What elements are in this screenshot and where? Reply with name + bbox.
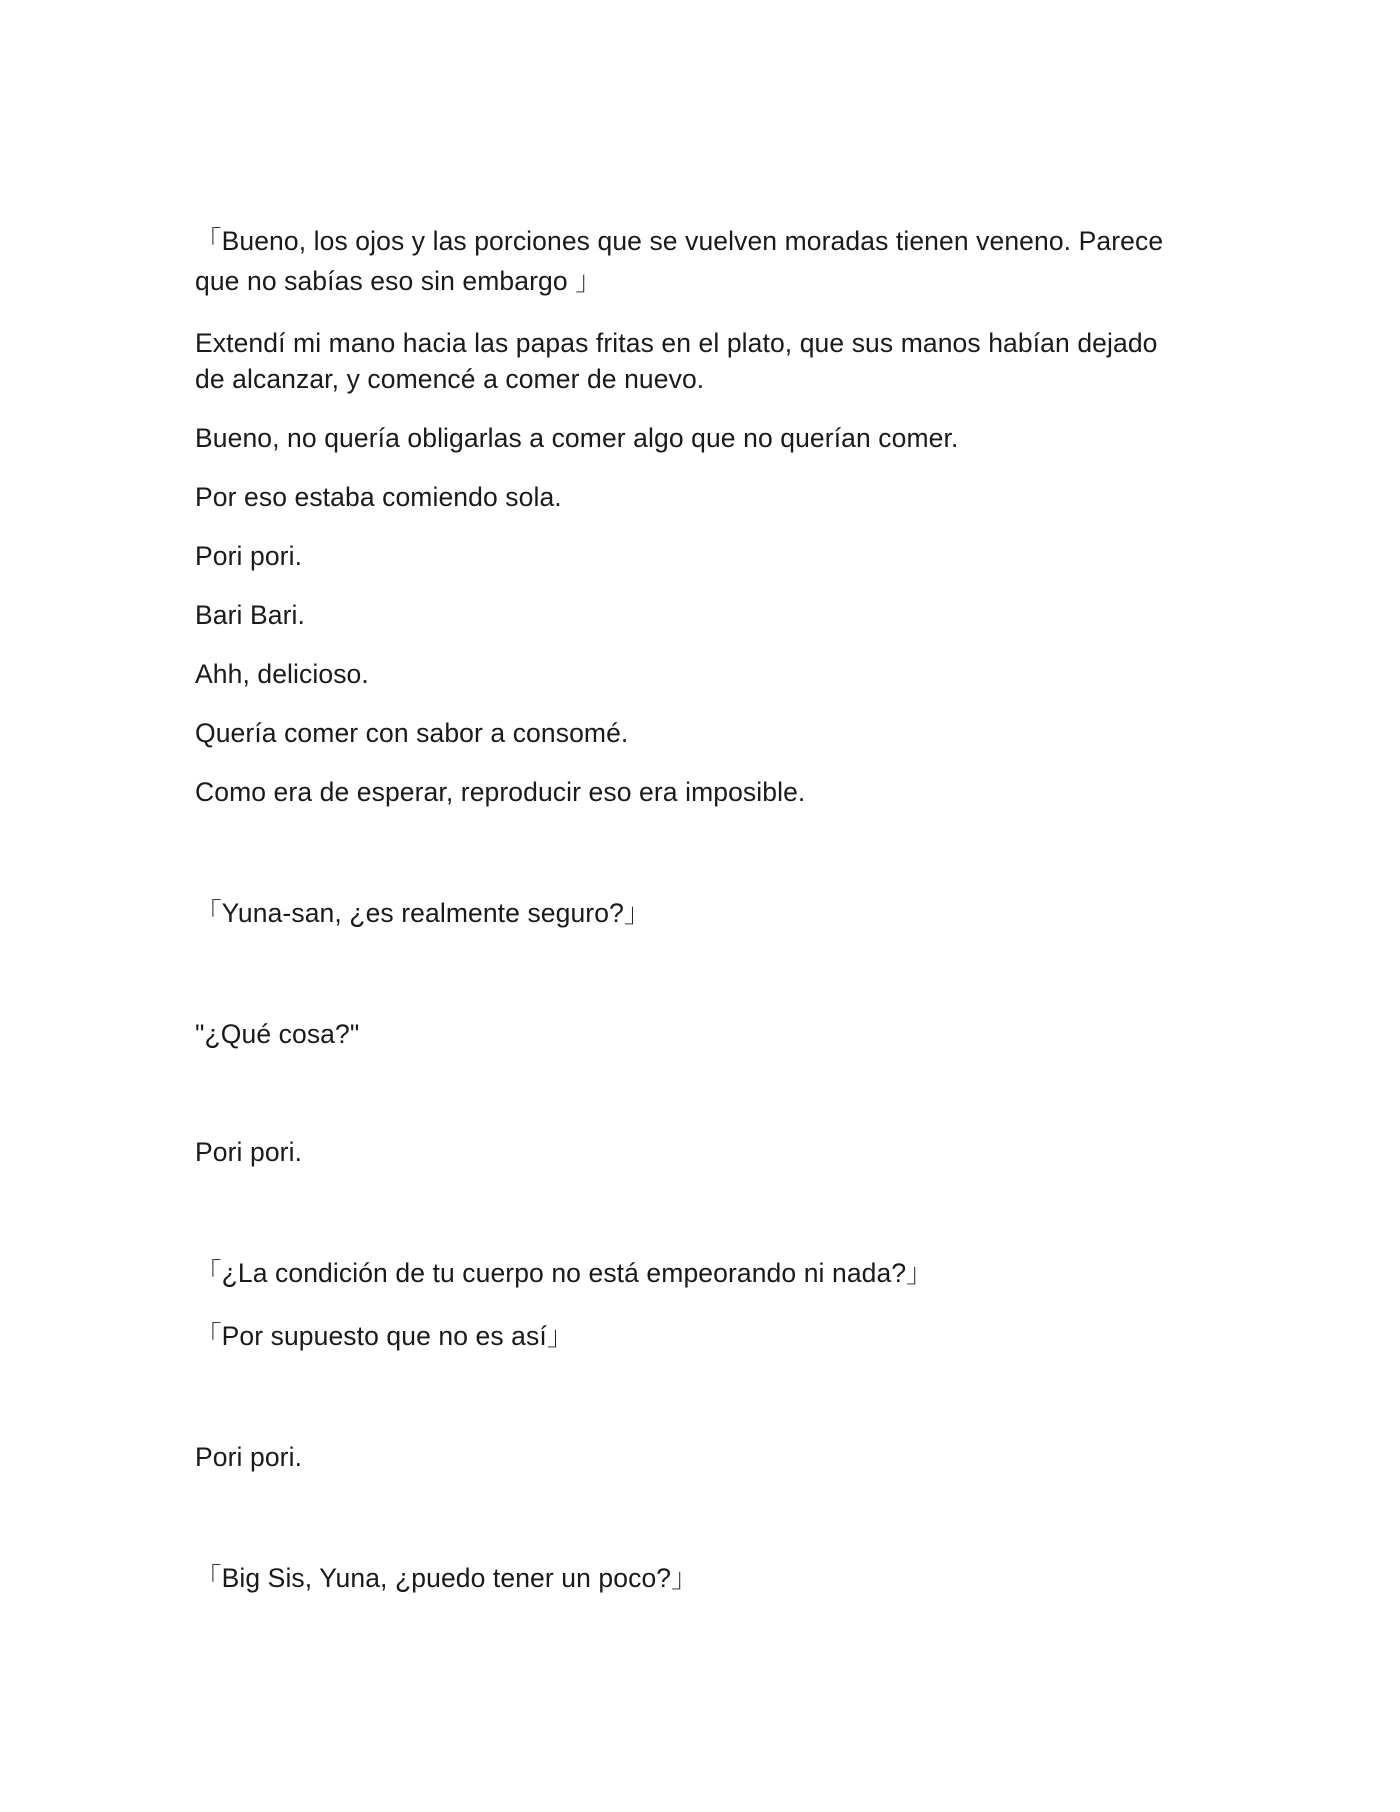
paragraph-line: Extendí mi mano hacia las papas fritas en el plato, que sus manos habían dejado bbox=[195, 328, 1158, 358]
paragraph-line: 「Big Sis, Yuna, ¿puedo tener un poco?」 bbox=[195, 1563, 698, 1593]
paragraph-line: que no sabías eso sin embargo 」 bbox=[195, 266, 602, 296]
paragraph-line: Pori pori. bbox=[195, 1137, 303, 1167]
paragraph-line: Pori pori. bbox=[195, 541, 303, 571]
paragraph-line: Quería comer con sabor a consomé. bbox=[195, 718, 629, 748]
paragraph-line: 「¿La condición de tu cuerpo no está empeorando ni nada?」 bbox=[195, 1258, 933, 1288]
paragraph-line: 「Bueno, los ojos y las porciones que se vuelven moradas tienen veneno. Parece bbox=[195, 226, 1164, 256]
paragraph-line: Como era de esperar, reproducir eso era imposible. bbox=[195, 777, 806, 807]
paragraph-line: de alcanzar, y comencé a comer de nuevo. bbox=[195, 364, 705, 394]
paragraph-line: 「Yuna-san, ¿es realmente seguro?」 bbox=[195, 898, 651, 928]
paragraph-line: "¿Qué cosa?" bbox=[195, 1019, 360, 1049]
paragraph-line: Bueno, no quería obligarlas a comer algo que no querían comer. bbox=[195, 423, 959, 453]
paragraph-line: 「Por supuesto que no es así」 bbox=[195, 1321, 574, 1351]
paragraph-line: Ahh, delicioso. bbox=[195, 659, 369, 689]
paragraph-line: Bari Bari. bbox=[195, 600, 305, 630]
paragraph-line: Pori pori. bbox=[195, 1442, 303, 1472]
paragraph-line: Por eso estaba comiendo sola. bbox=[195, 482, 562, 512]
